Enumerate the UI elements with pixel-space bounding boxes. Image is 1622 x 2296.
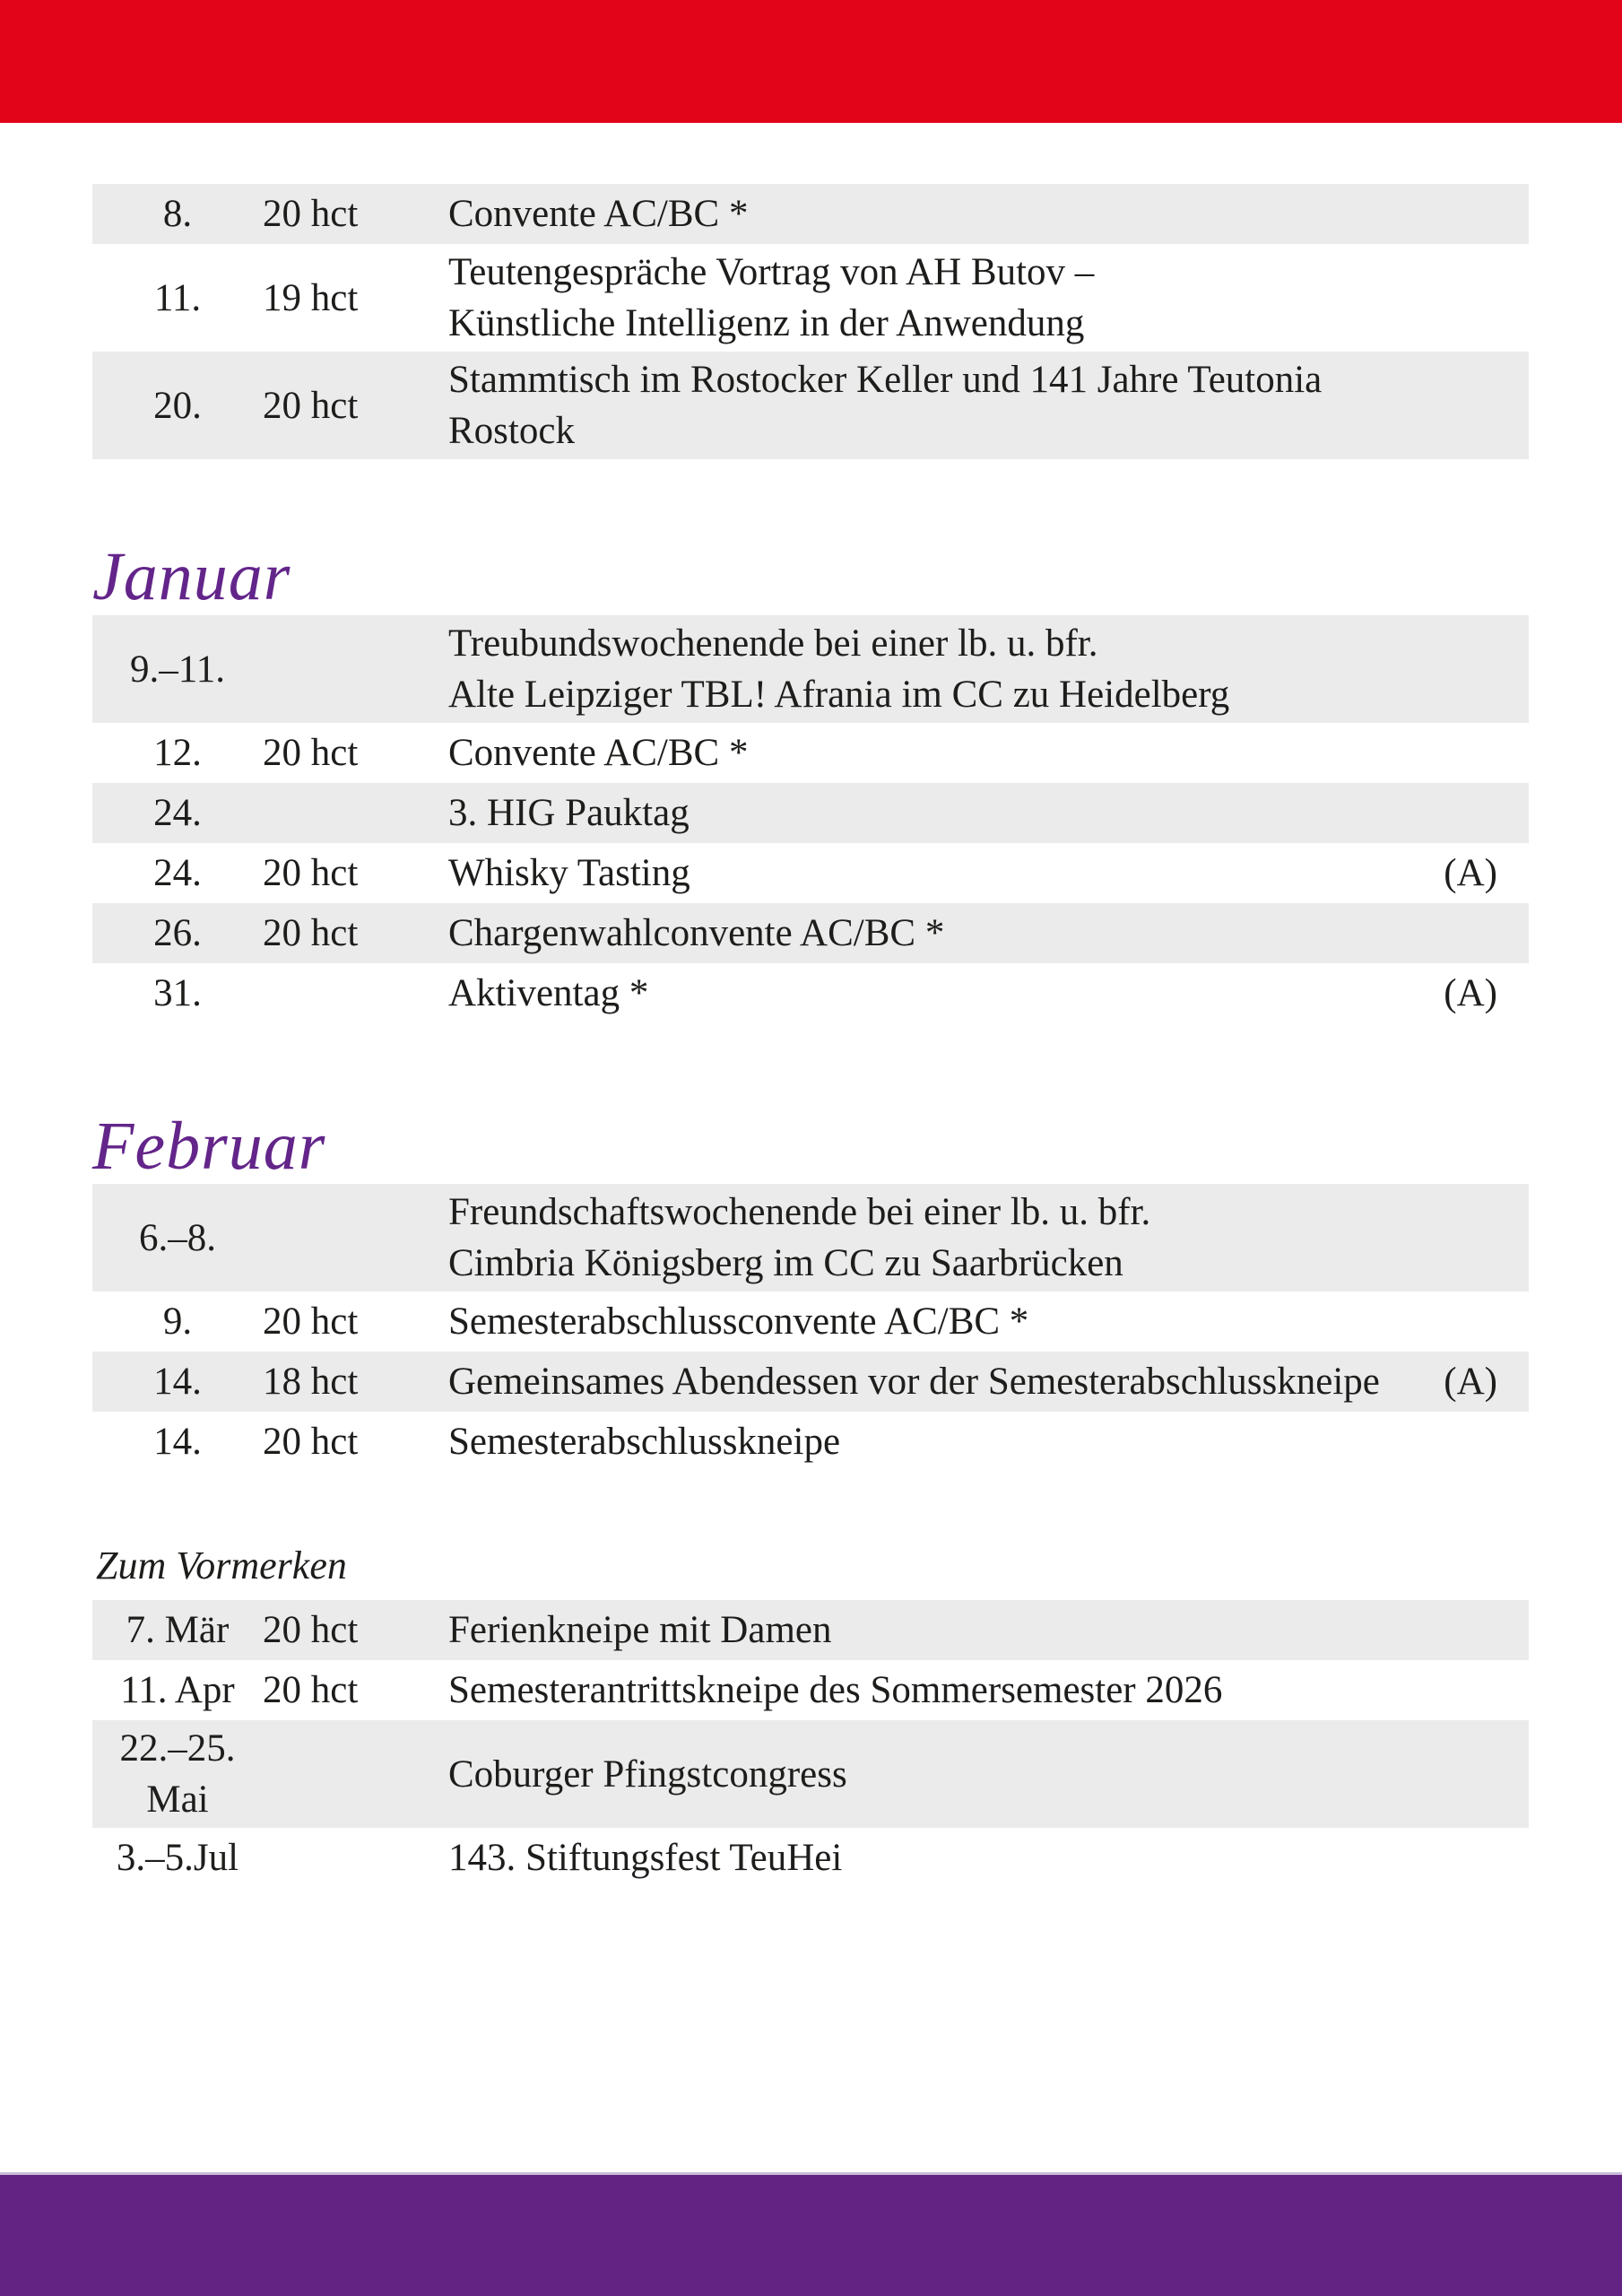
event-note: (A): [1444, 1361, 1497, 1403]
event-row: [92, 184, 1529, 244]
event-description: [448, 1832, 1497, 1883]
event-description: [448, 787, 1497, 839]
event-time: 20 hct: [263, 1421, 359, 1463]
event-row: [92, 843, 1529, 903]
event-description: [448, 618, 1497, 720]
event-row: [92, 1600, 1529, 1660]
event-description-line: Rostock: [448, 410, 575, 452]
section-rows: [92, 615, 1529, 1023]
event-date: 12.: [153, 732, 202, 774]
event-date: 14.: [153, 1421, 202, 1463]
calendar-section: [92, 539, 1529, 1023]
section-rows: [92, 1600, 1529, 1888]
event-note: (A): [1444, 972, 1497, 1014]
event-row: [92, 615, 1529, 723]
event-row: [92, 783, 1529, 843]
event-description-line: Künstliche Intelligenz in der Anwendung: [448, 302, 1085, 344]
event-row: [92, 903, 1529, 963]
event-time: 20 hct: [263, 1609, 359, 1651]
event-date: 8.: [162, 193, 193, 235]
event-description: [448, 354, 1497, 457]
event-date: 24.: [153, 852, 202, 894]
event-row: [92, 244, 1529, 352]
event-date: 26.: [153, 912, 202, 954]
event-time: 20 hct: [263, 732, 359, 774]
event-time: 20 hct: [263, 1669, 359, 1711]
event-row: [92, 352, 1529, 459]
event-description-line: Whisky Tasting: [448, 852, 690, 894]
event-row: [92, 1828, 1529, 1888]
event-description: [448, 1356, 1433, 1407]
event-description-line: Semesterabschlussconvente AC/BC *: [448, 1300, 1029, 1343]
event-description-line: Teutengespräche Vortrag von AH Butov –: [448, 251, 1095, 293]
event-time: 18 hct: [263, 1361, 359, 1403]
event-row: [92, 723, 1529, 783]
event-description: [448, 968, 1433, 1019]
event-date: 9.: [162, 1300, 193, 1343]
event-description-line: Ferienkneipe mit Damen: [448, 1609, 832, 1651]
event-description: [448, 1749, 1497, 1800]
calendar-section: [92, 184, 1529, 459]
event-note: (A): [1444, 852, 1497, 894]
event-description-line: Aktiventag *: [448, 972, 649, 1014]
event-date: 11. Apr: [120, 1669, 235, 1711]
event-time: 19 hct: [263, 276, 359, 319]
event-time: 20 hct: [263, 1300, 359, 1343]
event-date: 6.–8.: [139, 1216, 216, 1259]
event-description-line: Alte Leipziger TBL! Afrania im CC zu Heidelberg: [448, 674, 1230, 716]
event-row: [92, 1292, 1529, 1352]
event-description-line: Convente AC/BC *: [448, 732, 749, 774]
event-description-line: Freundschaftswochenende bei einer lb. u. bfr.: [448, 1191, 1151, 1233]
event-row: [92, 1184, 1529, 1292]
event-description: [448, 908, 1497, 959]
event-description-line: Coburger Pfingstcongress: [448, 1752, 847, 1796]
event-date: 20.: [153, 384, 202, 427]
event-description-line: 3. HIG Pauktag: [448, 792, 690, 834]
event-time: 20 hct: [263, 912, 359, 954]
month-heading: Februar: [92, 1109, 326, 1184]
event-date: 11.: [153, 276, 202, 319]
event-time: 20 hct: [263, 384, 359, 427]
event-row: [92, 1352, 1529, 1412]
event-description-line: Semesterantrittskneipe des Sommersemester 2026: [448, 1669, 1223, 1711]
event-description-line: Treubundswochenende bei einer lb. u. bfr.: [448, 622, 1098, 665]
event-date: 3.–5.Jul: [116, 1837, 239, 1879]
event-description-line: 143. Stiftungsfest TeuHei: [448, 1837, 843, 1879]
event-date: [92, 1723, 263, 1825]
month-heading: Januar: [92, 539, 291, 614]
event-description: [448, 848, 1433, 899]
event-row: [92, 1720, 1529, 1828]
event-description: [448, 1296, 1497, 1347]
event-row: [92, 963, 1529, 1023]
event-description-line: Convente AC/BC *: [448, 193, 749, 235]
event-description: [448, 247, 1497, 349]
event-date: 31.: [153, 972, 202, 1014]
event-description: [448, 727, 1497, 778]
event-description: [448, 1665, 1497, 1716]
event-description-line: Gemeinsames Abendessen vor der Semesterabschlusskneipe: [448, 1361, 1380, 1403]
submark-heading: Zum Vormerken: [96, 1544, 347, 1587]
event-time: 20 hct: [263, 852, 359, 894]
event-date: 14.: [153, 1361, 202, 1403]
event-date-line: Mai: [146, 1779, 209, 1821]
event-date: 7. Mär: [126, 1609, 230, 1651]
event-description-line: Cimbria Königsberg im CC zu Saarbrücken: [448, 1242, 1123, 1284]
calendar-section: [92, 1109, 1529, 1472]
event-description: [448, 188, 1497, 239]
event-time: 20 hct: [263, 193, 359, 235]
event-description: [448, 1416, 1497, 1467]
section-rows: [92, 184, 1529, 459]
event-row: [92, 1412, 1529, 1472]
event-description-line: Chargenwahlconvente AC/BC *: [448, 912, 945, 954]
event-date-line: 22.–25.: [119, 1727, 236, 1770]
event-calendar: [92, 0, 1529, 1888]
bottom-banner: [0, 2172, 1622, 2296]
event-date: 9.–11.: [130, 648, 225, 691]
event-date: 24.: [153, 792, 202, 834]
event-description-line: Semesterabschlusskneipe: [448, 1421, 841, 1463]
event-description: [448, 1605, 1497, 1656]
event-row: [92, 1660, 1529, 1720]
calendar-section: [92, 1544, 1529, 1888]
event-description: [448, 1187, 1497, 1289]
section-rows: [92, 1184, 1529, 1472]
event-description-line: Stammtisch im Rostocker Keller und 141 Jahre Teutonia: [448, 359, 1323, 401]
